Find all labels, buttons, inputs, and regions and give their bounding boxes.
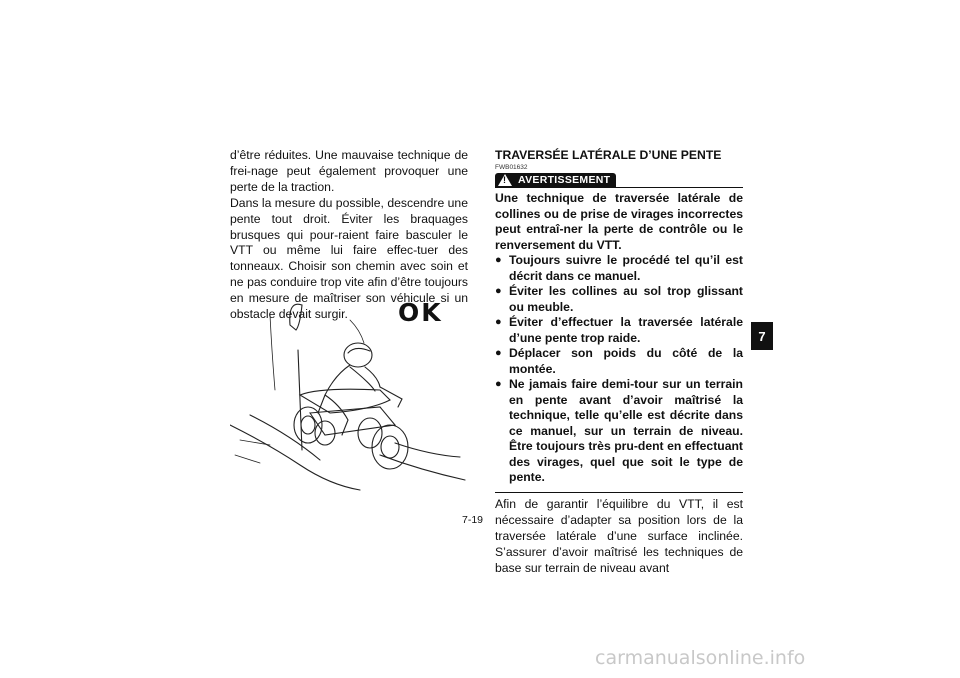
warning-triangle-icon xyxy=(498,174,512,186)
list-item: ● Toujours suivre le procédé tel qu’il est décrit dans ce manuel. xyxy=(495,253,743,284)
warning-list xyxy=(495,253,743,486)
warning-body xyxy=(495,188,743,486)
paragraph: Dans la mesure du possible, descendre une pente tout droit. Éviter les braquages brusques qui pour-raient faire basculer le VTT ou même lui faire effec-tuer des tonneaux. Choisir son chemin avec soin et ne pas conduire trop vite afin d’être toujours en mesure de maîtriser son véhicule si un obstacle devait surgir. xyxy=(230,195,468,322)
list-item: ● Déplacer son poids du côté de la montée. xyxy=(495,346,743,377)
list-item: ● Ne jamais faire demi-tour sur un terrain en pente avant d’avoir maîtrisé la technique, telle qu’elle est décrite dans ce manuel, sur un terrain de niveau. Être toujours très pru-dent en effectuant des virages, quel que soit le type de pente. xyxy=(495,377,743,486)
warning-header xyxy=(495,172,743,188)
section-title: TRAVERSÉE LATÉRALE D’UNE PENTE xyxy=(495,148,722,162)
reference-code: FWB01632 xyxy=(495,164,528,171)
list-item: ● Éviter d’effectuer la traversée latérale d’une pente trop raide. xyxy=(495,315,743,346)
warning-intro: Une technique de traversée latérale de collines ou de prise de virages incorrectes peut entraî-ner la perte de contrôle ou le renversement du VTT. xyxy=(495,191,743,252)
paragraph: d’être réduites. Une mauvaise technique de frei-nage peut également provoquer une perte de la traction. xyxy=(230,148,468,194)
right-column xyxy=(495,148,743,577)
warning-label: AVERTISSEMENT xyxy=(518,174,611,186)
paragraph: Afin de garantir l’équilibre du VTT, il est nécessaire d’adapter sa position lors de la traversée latérale d’une surface inclinée. S’assurer d’avoir maîtrisé les techniques de base sur terrain de niveau avant xyxy=(495,497,743,575)
list-item: ● Éviter les collines au sol trop glissant ou meuble. xyxy=(495,284,743,315)
warning-end-rule xyxy=(495,492,743,494)
chapter-tab: 7 xyxy=(751,322,773,350)
watermark: carmanualsonline.info xyxy=(595,647,806,669)
page-number: 7-19 xyxy=(462,514,484,526)
warning-rule xyxy=(616,187,743,189)
ok-label: OK xyxy=(398,298,443,327)
warning-label-box xyxy=(495,173,616,188)
